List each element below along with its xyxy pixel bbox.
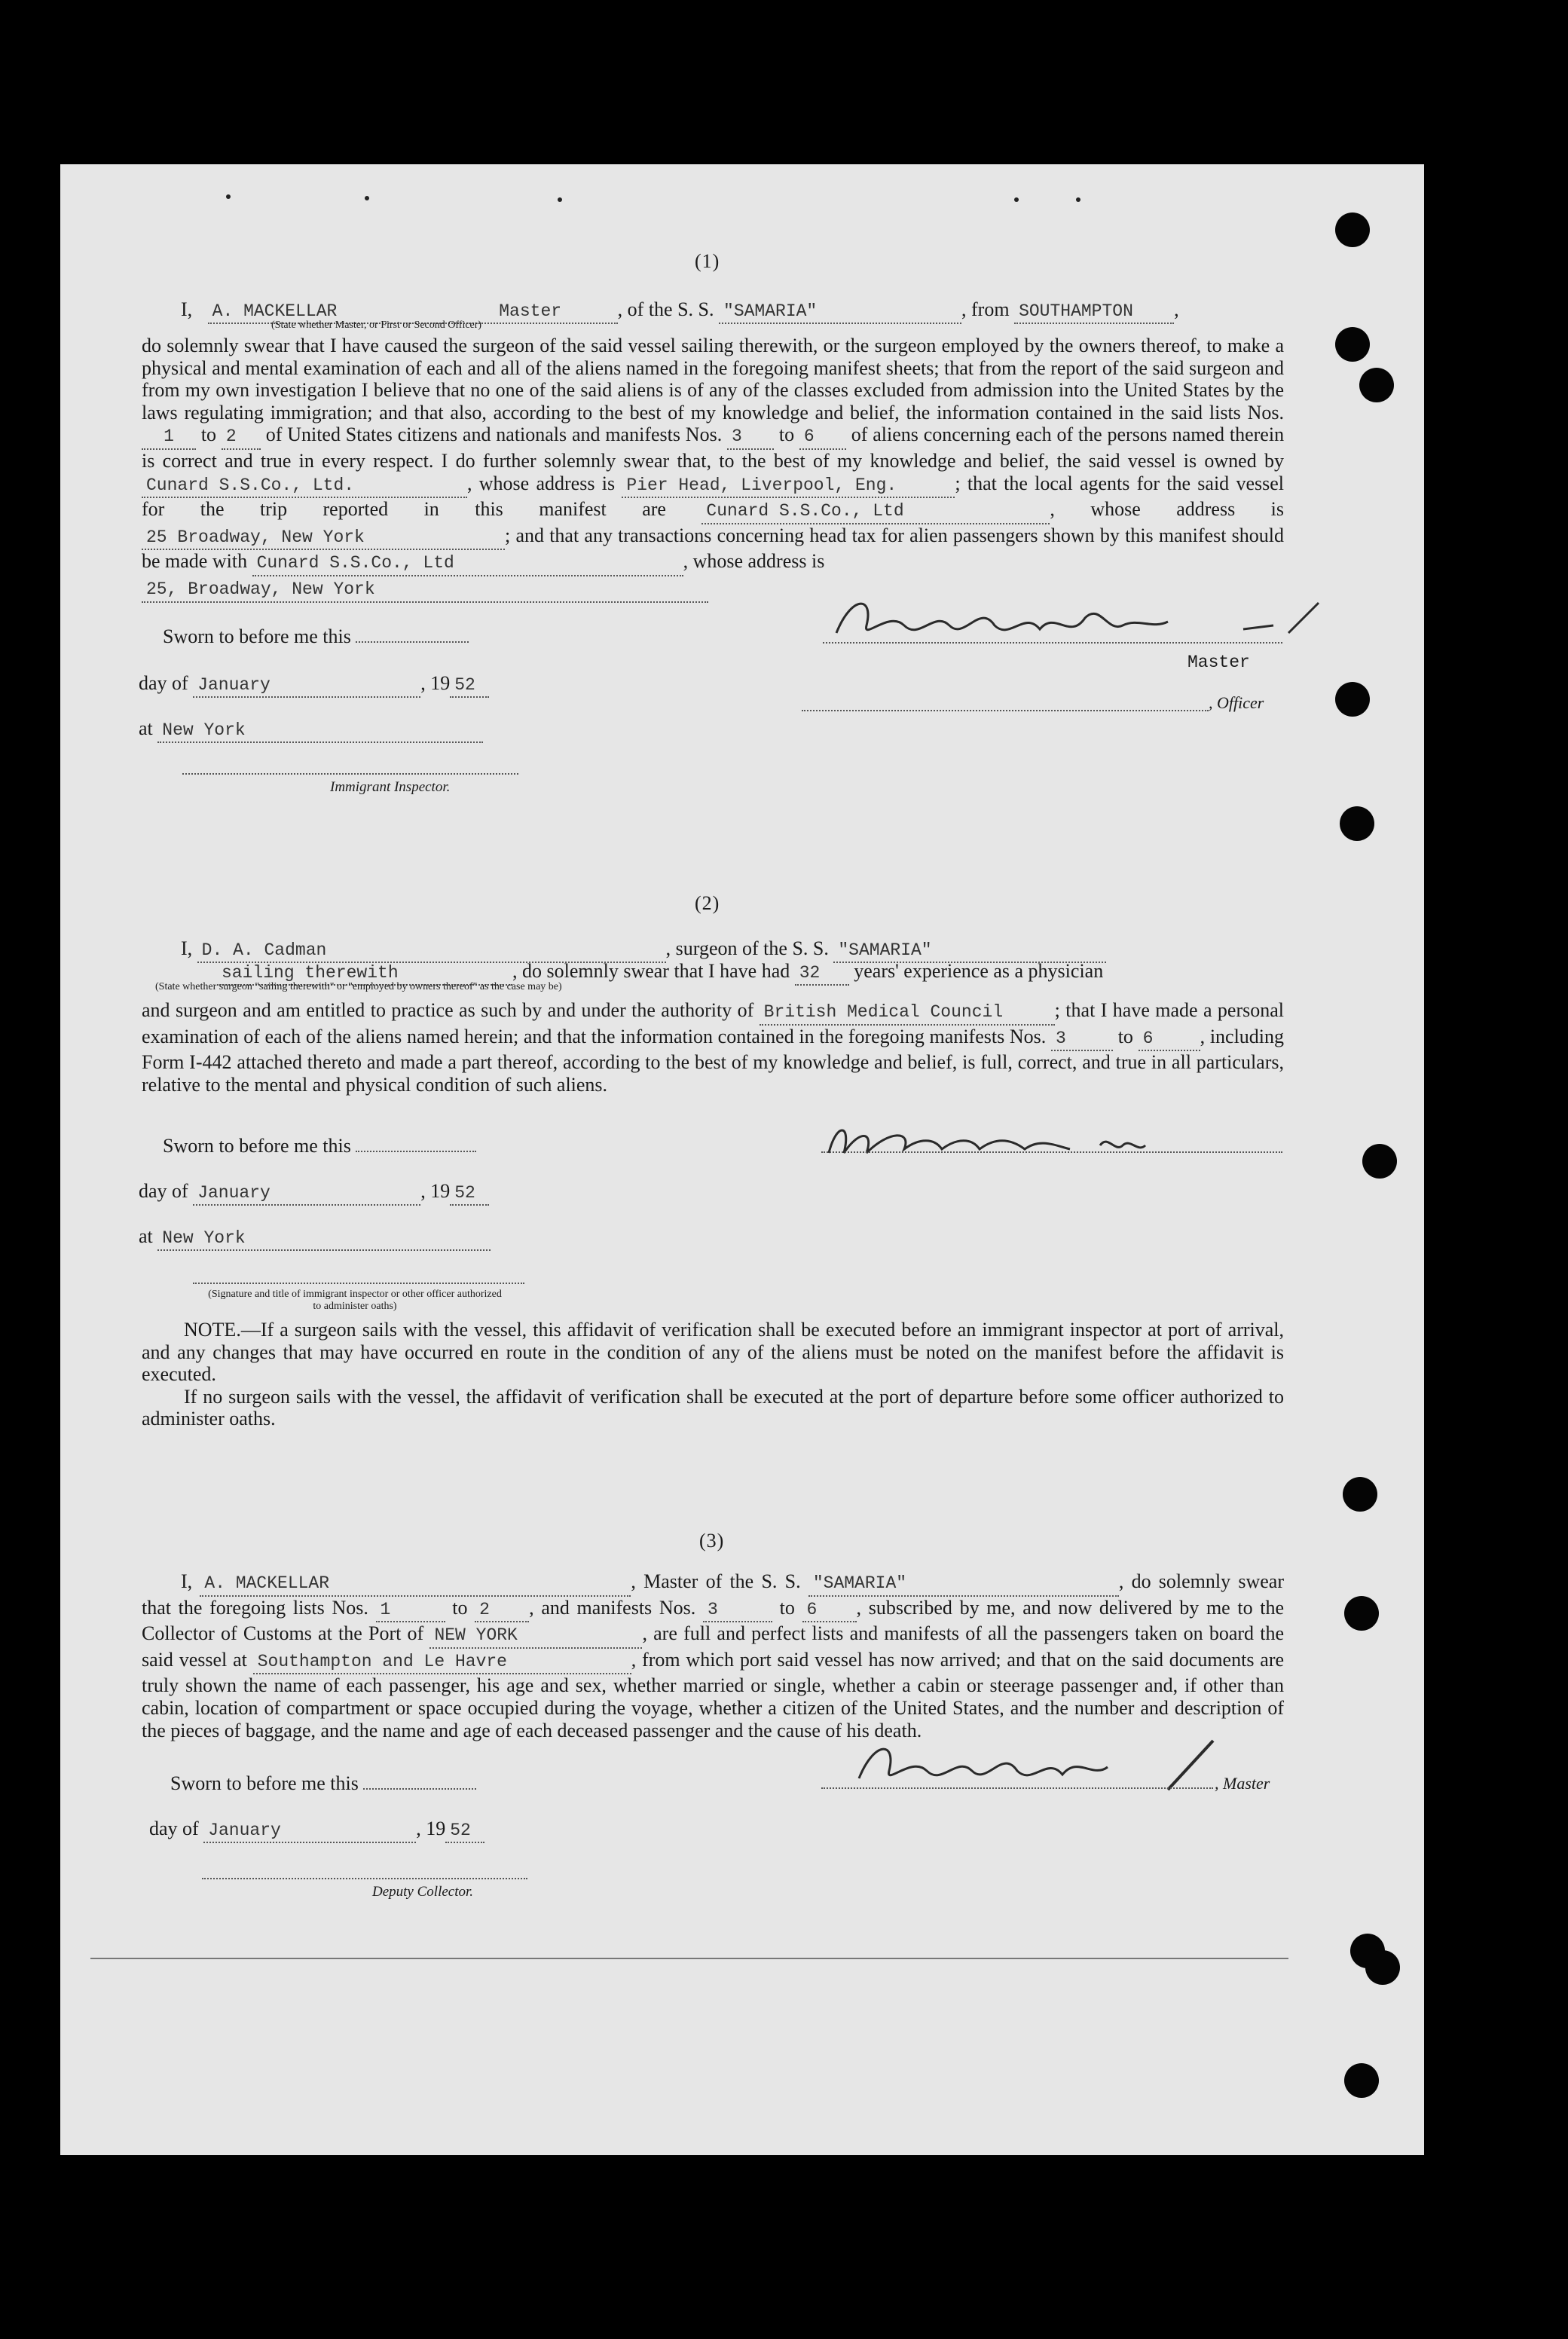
manifests-to-field: 6 [799, 426, 846, 450]
body-text: , whose address is [683, 550, 825, 573]
month-field: January [193, 674, 420, 698]
surgeon-signature-line [821, 1151, 1282, 1153]
lists-from-field: 1 [142, 426, 196, 450]
manifests-from-field: 3 [727, 426, 774, 450]
embark-field: Southampton and Le Havre [253, 1651, 631, 1675]
punch-hole [1365, 1950, 1400, 1985]
body-text: ; and that any transactions concerning head tax for alien passengers shown by this manifest should be made with [142, 524, 1284, 573]
lists-to-field: 2 [222, 426, 261, 450]
date-line-3 [149, 1818, 484, 1843]
year-field: 52 [450, 1182, 489, 1206]
years-field: 32 [795, 962, 849, 986]
master-signature-2 [814, 1733, 1236, 1793]
section-1-body: do solemnly swear that I have caused the surgeon of the said vessel sailing therewith, or the surgeon employed by the owners thereof, to make a physical and mental examination of each and all of the aliens named in the foregoing manifest sheets; that from the report of the said surgeon and from my own investigation I believe that no one of the said aliens is of any of the classes excluded from admission into the United States by the laws regulating immigration; and that also, according to the best of my knowledge and belief, the information contained in the said lists Nos. 1 to 2 of United States citizens and nationals and manifests Nos. 3 to 6 of aliens concerning each of the persons named therein is correct and true in every respect. I do further solemnly swear that, to the best of my knowledge and belief, the said vessel is owned by Cunard S.S.Co., Ltd. , whose address is Pier Head, Liverpool, Eng. ; that the local agents for the said vessel for the trip reported in this manifest are Cunard S.S.Co., Ltd , whose address is 25 Broadway, New York ; and that any transactions concerning head tax for alien passengers shown by this manifest should be made with Cunard S.S.Co., Ltd , whose address is 25, Broadway, New York [142, 335, 1284, 603]
headtax-agent-field: Cunard S.S.Co., Ltd [252, 552, 683, 576]
port-from-field: SOUTHAMPTON [1014, 300, 1174, 324]
body-text: , from which port said vessel has now arrived; and that on the said documents are truly shown the name of each passenger, his age and sex, whether married or single, whether a cabin or steerage passenger and, if other than cabin, location of compartment or space occupied during the voyage, whether a citizen of the United States, and the number and description of the pieces of baggage, and the name and age of each deceased passenger and the cause of his death. [142, 1648, 1285, 1741]
oath-prefix: I, [181, 298, 193, 320]
master-label-1: Master [1187, 653, 1250, 672]
place-line-1 [139, 717, 483, 743]
master-name-field: A. MACKELLAR [208, 300, 443, 324]
to-text: to [200, 423, 217, 446]
section-3-number: (3) [699, 1530, 725, 1552]
years-text: years' experience as a physician [854, 960, 1104, 982]
oath-prefix: I, [181, 1570, 193, 1592]
body-text: of United States citizens and nationals and manifests Nos. [265, 423, 723, 446]
punch-hole [1335, 327, 1370, 362]
manifests-to-field: 6 [1139, 1028, 1200, 1052]
section-2-number: (2) [695, 892, 720, 914]
sworn-day-blank [356, 1151, 476, 1152]
body-text: , do solemnly [1118, 1570, 1231, 1592]
body-text: and surgeon and am entitled to practice as such by and under the authority of [142, 999, 754, 1021]
day-of-text: day of [139, 672, 188, 694]
swear-text: , do solemnly swear that I have had [512, 960, 790, 982]
oath-prefix: I, [181, 937, 193, 959]
year-prefix: , 19 [420, 1180, 451, 1202]
manifests-to-field: 6 [802, 1599, 857, 1623]
inspector-signature-line [182, 773, 518, 775]
manifests-from-field: 3 [1051, 1028, 1113, 1052]
inspector-caption: Immigrant Inspector. [330, 779, 451, 795]
ship-name-field: "SAMARIA" [808, 1573, 1119, 1597]
punch-hole [1343, 1477, 1377, 1512]
surgeon-status-caption: (State whether surgeon "sailing therewith" or "employed by owners thereof" as the case may be) [155, 981, 562, 992]
body-text: ; that I have made a personal examination of each of the aliens named herein; and that the information contained in the foregoing manifests Nos. [142, 999, 1285, 1047]
ink-speck [226, 194, 231, 199]
owner-address-field: Pier Head, Liverpool, Eng. [622, 475, 955, 499]
lists-to-field: 2 [475, 1599, 529, 1623]
deputy-collector-caption: Deputy Collector. [372, 1884, 474, 1900]
master-signature-1 [821, 588, 1334, 656]
master-of-text: , Master of the S. S. [631, 1570, 801, 1592]
surgeon-status-field: sailing therewith [217, 962, 512, 986]
agents-field: Cunard S.S.Co., Ltd [701, 500, 1050, 524]
owner-field: Cunard S.S.Co., Ltd. [142, 475, 467, 499]
punch-hole [1340, 806, 1374, 841]
sworn-line-1 [163, 625, 469, 648]
day-of-text: day of [149, 1818, 199, 1839]
master-title-field: Master [443, 300, 618, 324]
body-text: ; that the local agents for the said vessel for the trip reported in this manifest are [142, 472, 1284, 521]
day-of-text: day of [139, 1180, 188, 1202]
section-3-body [142, 1570, 1284, 1741]
year-prefix: , 19 [420, 672, 451, 694]
authority-field: British Medical Council [760, 1001, 1055, 1026]
body-text: do solemnly swear that I have caused the surgeon of the said vessel sailing therewith, or the surgeon employed by the owners thereof, to make a physical and mental examination of each and all of the aliens named in the foregoing manifest sheets; that from the report of the said surgeon and from my own investigation I believe that no one of the said aliens is of any of the classes excluded from admission into the United States by the laws regulating immigration; and that also, according to the best of my knowledge and belief, the information contained in the said lists Nos. [142, 335, 1284, 423]
master-label-2: , Master [1215, 1774, 1270, 1793]
body-text: swear that the foregoing lists Nos. [142, 1570, 1285, 1619]
ship-name-field: "SAMARIA" [833, 939, 1106, 963]
sworn-day-blank [363, 1788, 476, 1790]
body-text: , whose address is [467, 472, 616, 494]
surgeon-name-field: D. A. Cadman [197, 939, 666, 963]
of-ship-text: , of the S. S. [617, 298, 714, 320]
to-text: to [779, 1596, 795, 1619]
body-text: whose address is [1090, 498, 1284, 521]
punch-hole [1359, 368, 1394, 402]
note-text: —If a surgeon sails with the vessel, this affidavit of verification shall be executed before an immigrant inspector at port of arrival, and any changes that may have occurred en route in the condition of any of the aliens must be noted on the manifest before the affidavit is executed. [142, 1319, 1284, 1386]
ship-name-field: "SAMARIA" [719, 300, 961, 324]
punch-hole [1362, 1144, 1397, 1179]
month-field: January [203, 1819, 416, 1843]
section-1-number: (1) [695, 250, 720, 272]
to-text: to [452, 1596, 468, 1619]
agents-address-field: 25 Broadway, New York [142, 527, 505, 551]
ink-speck [1076, 197, 1080, 202]
sworn-line-3 [170, 1772, 476, 1795]
date-line-1 [139, 672, 489, 698]
sworn-day-blank [356, 641, 469, 643]
headtax-address-field: 25, Broadway, New York [142, 579, 708, 603]
place-field: New York [157, 1227, 491, 1251]
master-signature-line [821, 1787, 1213, 1789]
port-field: NEW YORK [429, 1625, 642, 1649]
punch-hole [1335, 682, 1370, 717]
body-text: of aliens concerning each of the persons named therein is correct and true in every respect. I do further solemnly swear that, to the best of my knowledge and belief, the said vessel is owned by [142, 423, 1285, 472]
place-line-2 [139, 1225, 491, 1251]
month-field: January [193, 1182, 420, 1206]
page-bottom-rule [90, 1958, 1288, 1959]
master-name-field: A. MACKELLAR [200, 1573, 631, 1597]
master-status-caption: (State whether Master, or First or Second Officer) [271, 320, 482, 331]
ink-speck [1014, 197, 1019, 202]
section-1-oath-line: I, A. MACKELLAR Master , of the S. S. "SAMARIA" , from SOUTHAMPTON , [181, 298, 1179, 324]
punch-hole [1344, 2063, 1379, 2098]
note-text: If no surgeon sails with the vessel, the affidavit of verification shall be executed at the port of departure before some officer authorized to administer oaths. [142, 1385, 1284, 1430]
year-prefix: , 19 [416, 1818, 446, 1839]
from-text: , from [961, 298, 1010, 320]
surgeon-signature [814, 1115, 1191, 1168]
inspector-signature-caption: (Signature and title of immigrant inspector or other officer authorized to administer oaths) [208, 1289, 502, 1312]
place-field: New York [157, 719, 483, 743]
to-text: to [778, 423, 795, 446]
deputy-collector-line [202, 1878, 527, 1879]
punch-hole [1344, 1596, 1379, 1631]
body-text: , are full and perfect lists and manifests of all the passengers taken on board the said vessel at [142, 1622, 1285, 1671]
date-line-2 [139, 1180, 489, 1206]
sworn-text: Sworn to before me this [163, 625, 351, 647]
at-text: at [139, 1225, 153, 1247]
section-2-body [142, 999, 1284, 1096]
lists-from-field: 1 [376, 1599, 445, 1623]
officer-signature-line [802, 710, 1209, 711]
body-text: , and manifests Nos. [529, 1596, 696, 1619]
year-field: 52 [450, 674, 489, 698]
sworn-text: Sworn to before me this [170, 1772, 359, 1794]
ink-speck [365, 196, 369, 200]
sworn-text: Sworn to before me this [163, 1135, 351, 1157]
punch-hole [1335, 212, 1370, 247]
master-signature-line [823, 642, 1282, 644]
ink-speck [558, 197, 562, 202]
section-2-oath-line [181, 937, 1106, 963]
manifests-from-field: 3 [703, 1599, 772, 1623]
sworn-line-2 [163, 1135, 476, 1157]
inspector-signature-line [193, 1283, 524, 1284]
surgeon-of-text: , surgeon of the S. S. [665, 937, 829, 959]
section-2-note [142, 1319, 1284, 1430]
officer-label: , Officer [1209, 693, 1264, 712]
body-text: , subscribed by me, and now delivered by me to the Collector of Customs at the Port of [142, 1596, 1285, 1645]
year-field: 52 [445, 1819, 484, 1843]
body-text: , including Form I-442 attached thereto and made a part thereof, according to the best of my knowledge and belief, is full, correct, and true in all particulars, relative to the mental and physical condition of such aliens. [142, 1025, 1285, 1096]
at-text: at [139, 717, 153, 739]
note-label: NOTE. [184, 1319, 241, 1341]
to-text: to [1117, 1025, 1133, 1047]
